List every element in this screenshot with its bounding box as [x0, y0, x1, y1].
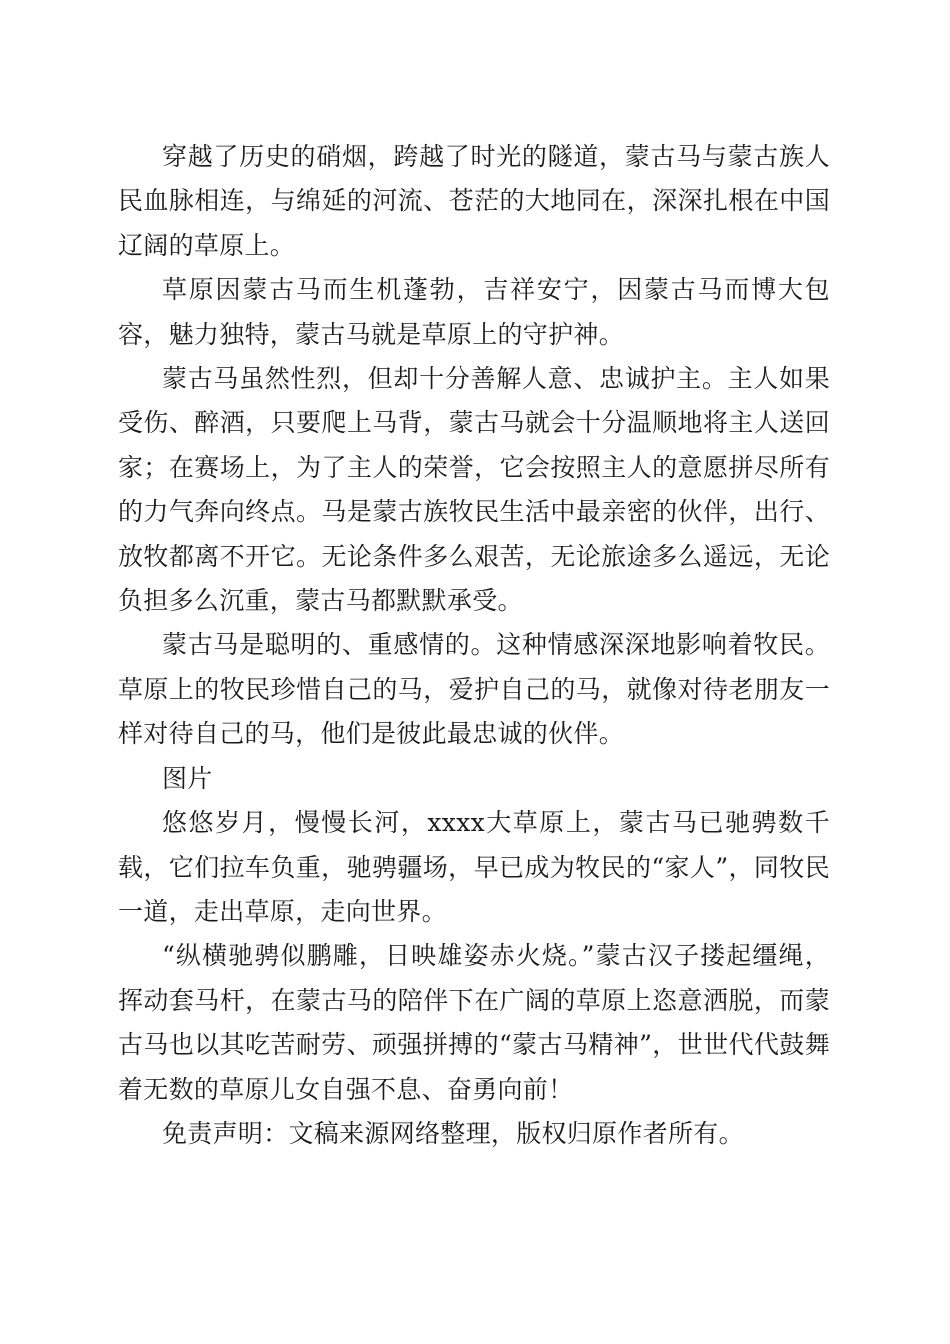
paragraph-history: 悠悠岁月，慢慢长河，xxxx大草原上，蒙古马已驰骋数千载，它们拉车负重，驰骋疆场，早已成为牧民的“家人”，同牧民一道，走出草原，走向世界。 [118, 808, 830, 926]
disclaimer: 免责声明：文稿来源网络整理，版权归原作者所有。 [162, 1118, 744, 1148]
paragraph-intro: 穿越了历史的硝烟，跨越了时光的隧道，蒙古马与蒙古族人民血脉相连，与绵延的河流、苍茫的大地同在，深深扎根在中国辽阔的草原上。 [118, 142, 830, 260]
image-placeholder-label: 图片 [162, 763, 213, 793]
document-body [118, 135, 830, 1156]
paragraph-loyalty: 蒙古马虽然性烈，但却十分善解人意、忠诚护主。主人如果受伤、醉酒，只要爬上马背，蒙古马就会十分温顺地将主人送回家；在赛场上，为了主人的荣誉，它会按照主人的意愿拼尽所有的力气奔向终点。马是蒙古族牧民生活中最亲密的伙伴，出行、放牧都离不开它。无论条件多么艰苦，无论旅途多么遥远，无论负担多么沉重，蒙古马都默默承受。 [118, 364, 830, 616]
paragraph-spirit: “纵横驰骋似鹏雕，日映雄姿赤火烧。”蒙古汉子搂起缰绳，挥动套马杆，在蒙古马的陪伴下在广阔的草原上恣意洒脱，而蒙古马也以其吃苦耐劳、顽强拼搏的“蒙古马精神”，世世代代鼓舞着无数的草原儿女自强不息、奋勇向前！ [118, 941, 830, 1104]
paragraph-guardian: 草原因蒙古马而生机蓬勃，吉祥安宁，因蒙古马而博大包容，魅力独特，蒙古马就是草原上的守护神。 [118, 275, 830, 349]
paragraph-emotion: 蒙古马是聪明的、重感情的。这种情感深深地影响着牧民。草原上的牧民珍惜自己的马，爱护自己的马，就像对待老朋友一样对待自己的马，他们是彼此最忠诚的伙伴。 [118, 630, 830, 749]
